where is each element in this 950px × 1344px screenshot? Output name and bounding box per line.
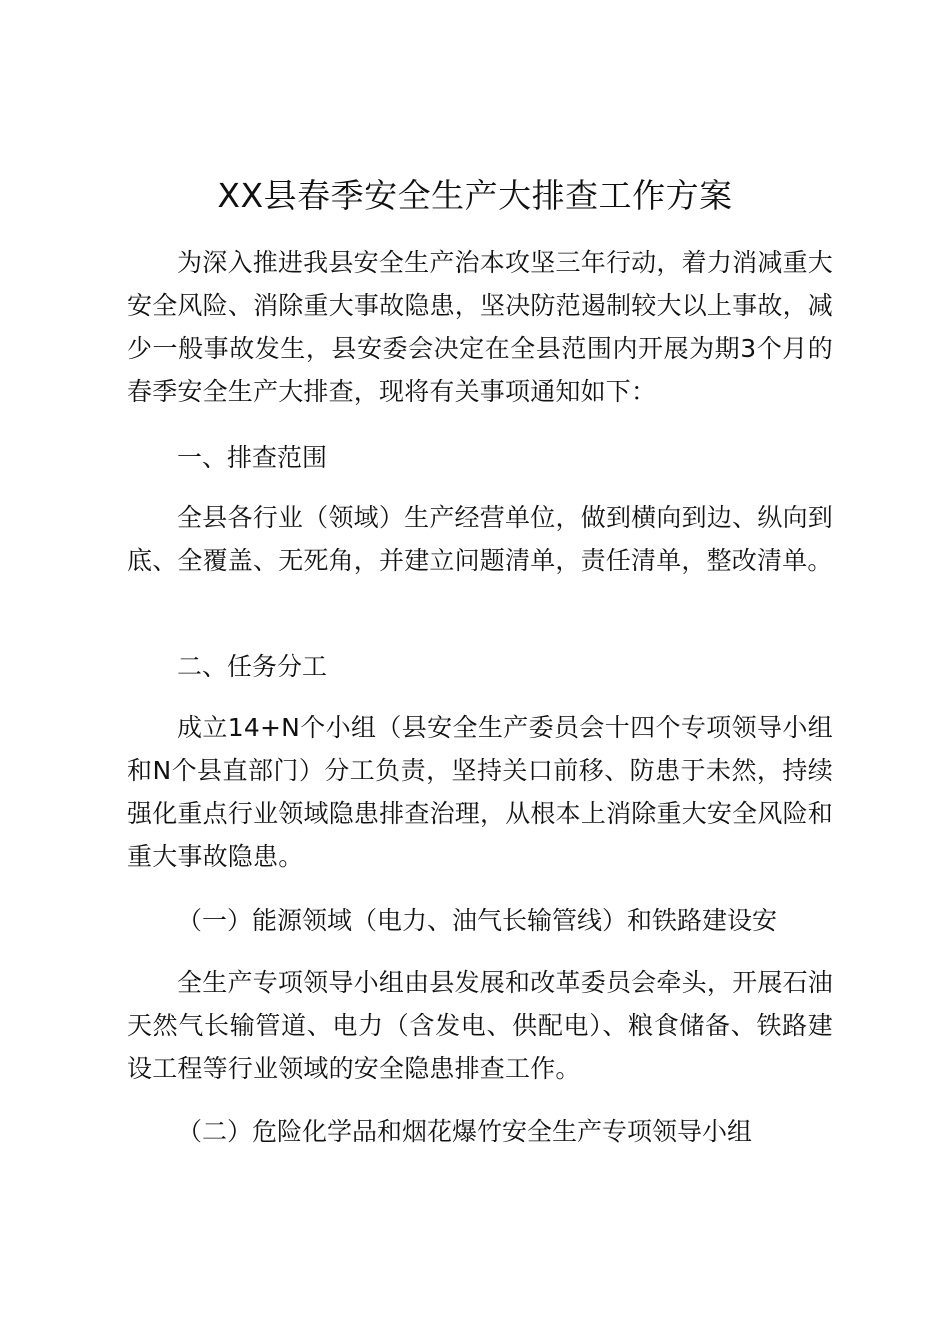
intro-paragraph: 为深入推进我县安全生产治本攻坚三年行动，着力消减重大安全风险、消除重大事故隐患，坚决防范遏制较大以上事故，减少一般事故发生，县安委会决定在全县范围内开展为期3个月的春季安全生产大排查，现将有关事项通知如下：: [127, 248, 833, 406]
document-title: XX县春季安全生产大排查工作方案: [217, 176, 733, 215]
scope-paragraph: 全县各行业（领域）生产经营单位，做到横向到边、纵向到底、全覆盖、无死角，并建立问题清单，责任清单，整改清单。: [127, 503, 833, 575]
tasks-paragraph: 成立14+N个小组（县安全生产委员会十四个专项领导小组和N个县直部门）分工负责，坚持关口前移、防患于未然，持续强化重点行业领域隐患排查治理，从根本上消除重大安全风险和重大事故隐患。: [127, 713, 833, 871]
section-heading-scope: 一、排查范围: [177, 443, 328, 472]
section-heading-tasks: 二、任务分工: [177, 652, 328, 681]
subsection-heading-energy: （一）能源领域（电力、油气长输管线）和铁路建设安: [177, 906, 778, 935]
energy-paragraph: 全生产专项领导小组由县发展和改革委员会牵头，开展石油天然气长输管道、电力（含发电、供配电）、粮食储备、铁路建设工程等行业领域的安全隐患排查工作。: [127, 968, 833, 1083]
subsection-heading-hazchem: （二）危险化学品和烟花爆竹安全生产专项领导小组: [177, 1117, 753, 1146]
